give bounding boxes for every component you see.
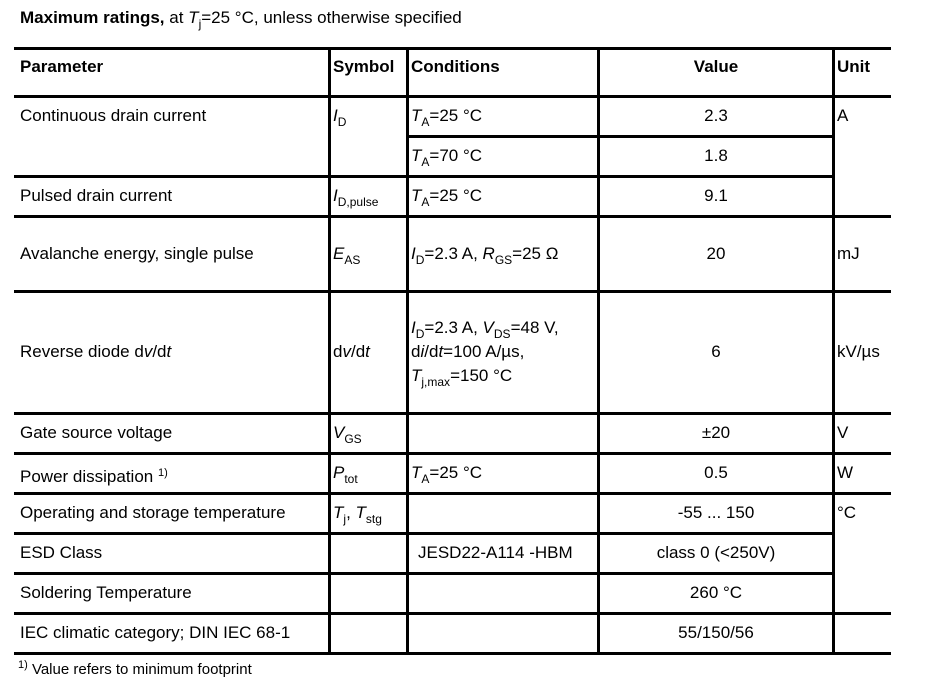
row-divider [14,572,833,575]
text-segment: =150 °C [450,366,513,385]
text-segment: Operating and storage temperature [20,503,286,522]
text-segment: Value refers to minimum footprint [27,661,252,678]
text-segment: DS [493,327,511,341]
text-segment: =25 °C [429,106,483,125]
text-segment: =2.3 A, [424,244,483,263]
conditions-cell [411,318,559,344]
text-segment: I [333,186,338,205]
symbol-cell [333,244,360,270]
row-divider [407,135,833,138]
row-divider [14,492,891,495]
text-segment: Continuous drain current [20,106,207,125]
header-symbol: Symbol [333,57,395,76]
text-segment: t [365,342,370,361]
unit-cell: V [837,423,849,442]
text-segment: GS [494,253,513,267]
unit-cell: °C [837,503,857,522]
text-segment: i [420,342,425,361]
text-segment: /d [350,342,366,361]
text-segment: Reverse diode d [20,342,144,361]
text-segment: R [482,244,495,263]
header-unit: Unit [837,57,871,76]
text-segment: I [333,106,338,125]
conditions-cell [411,342,524,362]
text-segment: t [438,342,444,361]
text-segment: T [411,146,422,165]
conditions-cell [411,463,482,489]
text-segment: A [421,115,430,129]
value-cell: 0.5 [704,463,728,482]
row-divider [14,175,833,178]
text-segment: =25 °C, unless otherwise specified [201,8,462,27]
conditions-cell [411,366,512,392]
unit-cell: A [837,106,849,125]
unit-cell: W [837,463,854,482]
symbol-cell [333,106,346,132]
conditions-cell [411,186,482,212]
conditions-cell [418,543,573,563]
text-segment: at [164,8,189,27]
text-segment: GS [344,432,362,446]
conditions-cell [411,106,482,132]
text-segment: ESD Class [20,543,103,562]
parameter-cell [20,583,192,603]
row-divider [14,452,891,455]
conditions-cell [411,146,482,172]
parameter-cell [20,463,168,487]
text-segment: j [198,17,202,31]
text-segment: =100 A/µs, [443,342,525,361]
column-divider [328,48,331,655]
text-segment: T [411,106,422,125]
text-segment: 1) [157,467,168,479]
column-divider [597,48,600,655]
header-conditions: Conditions [411,57,500,76]
row-divider [14,612,891,615]
footnote [18,655,252,680]
value-cell: 20 [706,244,726,263]
text-segment: Soldering Temperature [20,583,192,602]
text-segment: V [333,423,345,442]
text-segment: /d [424,342,439,361]
row-divider [14,47,891,50]
text-segment: j [343,512,347,526]
row-divider [14,215,891,218]
symbol-cell [333,186,378,212]
text-segment: Power dissipation [20,467,158,486]
text-segment: AS [344,253,361,267]
text-segment: E [333,244,345,263]
value-cell: ±20 [701,423,731,442]
text-segment: tot [344,472,358,486]
text-segment: =25 Ω [512,244,559,263]
value-cell: 9.1 [704,186,728,205]
text-segment: =25 °C [429,463,483,482]
text-segment: P [333,463,345,482]
text-segment: T [411,463,422,482]
parameter-cell [20,623,290,643]
text-segment: D [337,115,347,129]
text-segment: A [421,195,430,209]
text-segment: V [482,318,494,337]
text-segment: 1) [18,659,28,671]
text-segment: =2.3 A, [424,318,483,337]
row-divider [14,290,891,293]
parameter-cell [20,543,102,563]
text-segment: v [342,342,351,361]
value-cell: 260 °C [689,583,743,602]
text-segment: d [411,342,421,361]
text-segment: A [421,155,430,169]
column-divider [832,48,835,655]
symbol-cell [333,463,358,489]
conditions-cell [411,244,558,270]
parameter-cell [20,423,172,443]
text-segment: t [166,342,172,361]
parameter-cell [20,106,206,126]
text-segment: =25 °C [429,186,483,205]
row-divider [14,412,891,415]
title-bold: Maximum ratings, [20,8,165,27]
text-segment: T [355,503,366,522]
parameter-cell [20,186,172,206]
value-cell: 1.8 [704,146,728,165]
value-cell: 6 [711,342,721,361]
text-segment: , [346,503,356,522]
parameter-cell [20,244,254,264]
text-segment: v [143,342,153,361]
text-segment: A [421,472,430,486]
symbol-cell [333,503,382,529]
symbol-cell [333,423,362,449]
text-segment: I [411,318,416,337]
text-segment: Avalanche energy, single pulse [20,244,254,263]
text-segment: =48 V, [510,318,559,337]
unit-cell: kV/µs [837,342,880,361]
row-divider [14,95,891,98]
text-segment: =70 °C [429,146,483,165]
value-cell: 55/150/56 [678,623,754,642]
value-cell: -55 ... 150 [677,503,755,522]
symbol-cell [333,342,370,362]
text-segment: T [411,186,422,205]
parameter-cell [20,503,286,523]
header-parameter: Parameter [20,57,104,76]
unit-cell: mJ [837,244,860,263]
text-segment: stg [365,512,382,526]
text-segment: /d [152,342,167,361]
text-segment: T [333,503,344,522]
text-segment: I [411,244,416,263]
text-segment: IEC climatic category; DIN IEC 68-1 [20,623,291,642]
text-segment: Gate source voltage [20,423,173,442]
text-segment: D [415,327,425,341]
row-divider [14,532,833,535]
value-cell: class 0 (<250V) [656,543,776,562]
text-segment: d [333,342,343,361]
parameter-cell [20,342,171,362]
text-segment: D [415,253,425,267]
text-segment: T [411,366,422,385]
column-divider [406,48,409,655]
text-segment: JESD22-A114 -HBM [418,543,573,562]
text-segment: T [188,8,199,27]
value-cell: 2.3 [704,106,728,125]
text-segment: j,max [421,375,451,389]
table-title [20,8,462,34]
header-value: Value [693,57,739,76]
text-segment: D,pulse [337,195,379,209]
text-segment: Pulsed drain current [20,186,173,205]
